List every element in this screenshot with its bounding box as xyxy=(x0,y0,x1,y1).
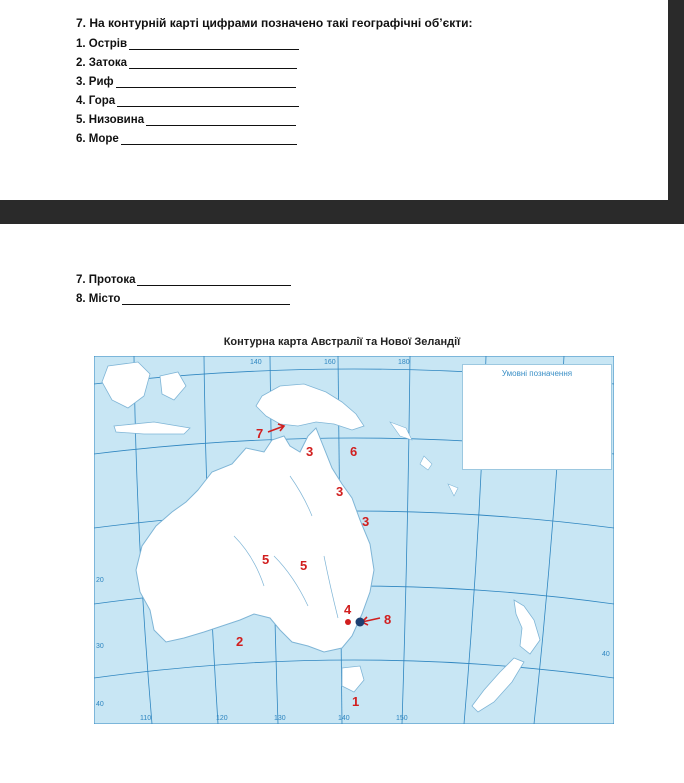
answer-item-bay xyxy=(76,57,297,69)
answer-blank[interactable] xyxy=(117,96,299,107)
marker-3: 3 xyxy=(336,484,344,499)
degree-label: 160 xyxy=(324,359,336,366)
degree-label: 120 xyxy=(216,715,228,722)
degree-label: 40 xyxy=(602,651,610,658)
answer-item-city xyxy=(76,293,290,305)
answer-label: 4. Гора xyxy=(76,95,116,107)
degree-label: 180 xyxy=(398,359,410,366)
map-title: Контурна карта Австралії та Нової Зеландії xyxy=(223,336,461,348)
marker-3: 3 xyxy=(306,444,314,459)
degree-label: 130 xyxy=(274,715,286,722)
marker-3: 3 xyxy=(362,514,370,529)
marker-5: 5 xyxy=(300,558,308,573)
degree-label: 110 xyxy=(140,715,152,722)
answer-label: 7. Протока xyxy=(76,274,136,286)
degree-label: 140 xyxy=(338,715,350,722)
answer-blank[interactable] xyxy=(129,39,299,50)
answer-item-mountain xyxy=(76,95,299,107)
answer-item-island xyxy=(76,38,299,50)
answer-blank[interactable] xyxy=(137,275,291,286)
legend-title: Умовні позначення xyxy=(501,369,573,378)
degree-label: 150 xyxy=(396,715,408,722)
degree-label: 40 xyxy=(96,701,104,708)
map-legend xyxy=(462,364,612,470)
degree-label: 30 xyxy=(96,643,104,650)
marker-8: 8 xyxy=(384,612,392,627)
marker-4: 4 xyxy=(344,602,352,617)
answer-blank[interactable] xyxy=(129,58,297,69)
answer-label: 1. Острів xyxy=(76,38,128,50)
marker-7: 7 xyxy=(256,426,264,441)
answer-blank[interactable] xyxy=(121,134,297,145)
question-title: 7. На контурній карті цифрами позначено такі географічні об’єкти: xyxy=(76,16,473,30)
answer-item-sea xyxy=(76,133,297,145)
answer-label: 3. Риф xyxy=(76,76,114,88)
marker-6: 6 xyxy=(350,444,358,459)
contour-map xyxy=(94,356,614,724)
marker-2: 2 xyxy=(236,634,244,649)
answer-label: 6. Море xyxy=(76,133,119,145)
answer-label: 8. Місто xyxy=(76,293,121,305)
degree-label: 140 xyxy=(250,359,262,366)
answer-label: 2. Затока xyxy=(76,57,128,69)
answer-blank[interactable] xyxy=(122,294,290,305)
answer-label: 5. Низовина xyxy=(76,114,145,126)
answer-item-strait xyxy=(76,274,291,286)
marker-5: 5 xyxy=(262,552,270,567)
mountain-point xyxy=(345,619,351,625)
worksheet-page-bottom xyxy=(0,224,684,783)
worksheet-page-top xyxy=(0,0,668,200)
answer-item-lowland xyxy=(76,114,296,126)
marker-1: 1 xyxy=(352,694,360,709)
city-point xyxy=(356,618,365,627)
degree-label: 20 xyxy=(96,577,104,584)
answer-blank[interactable] xyxy=(146,115,296,126)
answer-blank[interactable] xyxy=(116,77,296,88)
answer-item-reef xyxy=(76,76,296,88)
